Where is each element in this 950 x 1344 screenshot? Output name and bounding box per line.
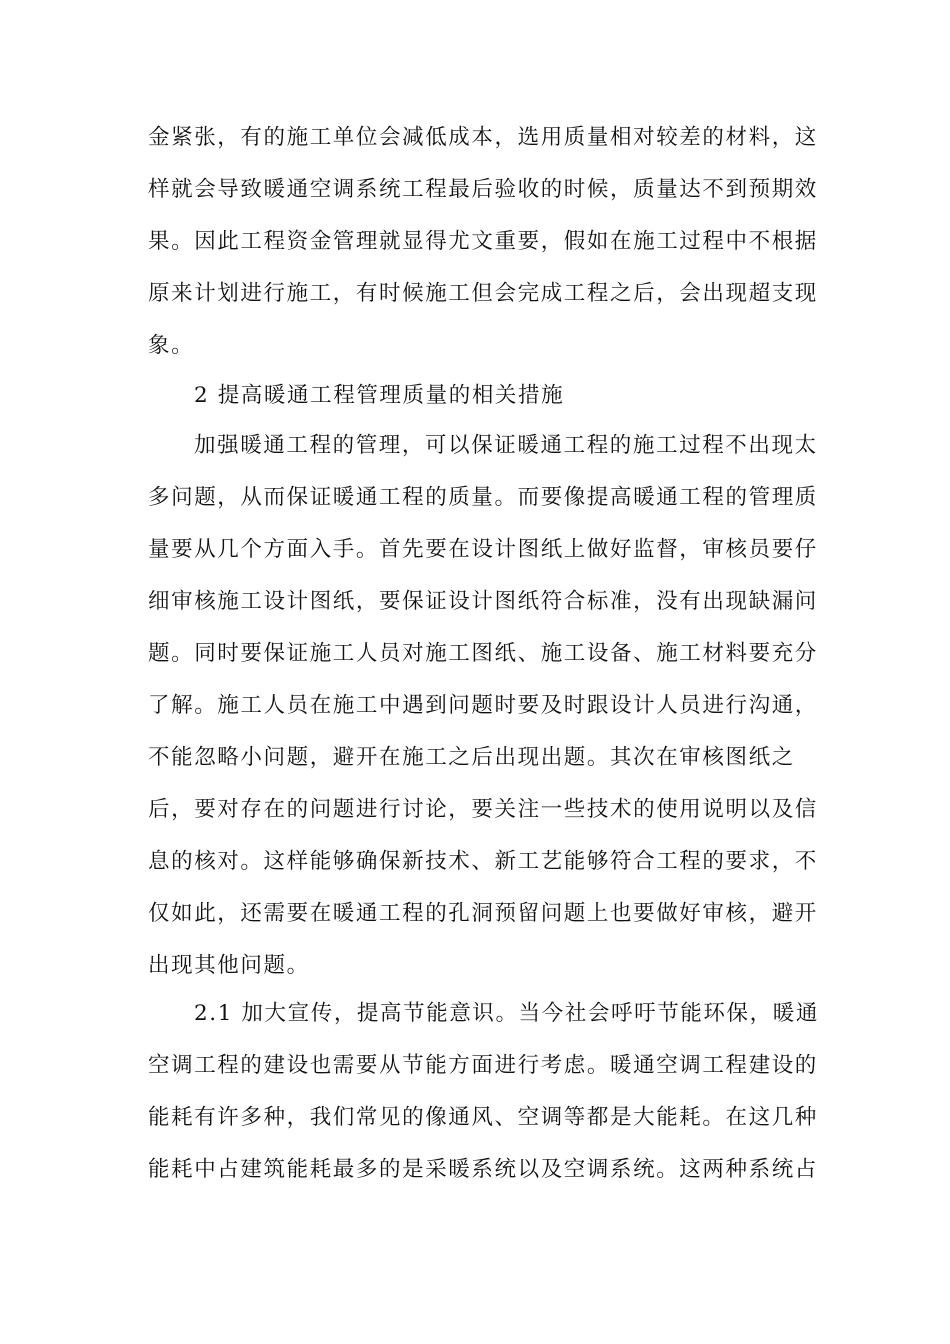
section-heading: 2 提高暖通工程管理质量的相关措施	[194, 383, 565, 408]
text-line: 原来计划进行施工，有时候施工但会完成工程之后，会出现超支现	[148, 281, 818, 306]
text-line: 象。	[148, 333, 195, 358]
text-line: 金紧张，有的施工单位会减低成本，选用质量相对较差的材料，这	[148, 125, 818, 150]
section-heading-block	[148, 370, 808, 422]
text-line: 息的核对。这样能够确保新技术、新工艺能够符合工程的要求，不	[148, 849, 818, 874]
paragraph-continuation	[148, 112, 818, 372]
text-line: 多问题，从而保证暖通工程的质量。而要像提高暖通工程的管理质	[148, 485, 818, 510]
text-line: 2.1 加大宣传，提高节能意识。当今社会呼吁节能环保，暖通	[194, 1001, 819, 1026]
paragraph-measures	[148, 420, 818, 992]
text-line: 不能忽略小问题，避开在施工之后出现出题。其次在审核图纸之	[148, 745, 795, 770]
text-line: 果。因此工程资金管理就显得尤文重要，假如在施工过程中不根据	[148, 229, 818, 254]
text-line: 题。同时要保证施工人员对施工图纸、施工设备、施工材料要充分	[148, 641, 818, 666]
text-line: 量要从几个方面入手。首先要在设计图纸上做好监督，审核员要仔	[148, 537, 818, 562]
text-line: 能耗有许多种，我们常见的像通风、空调等都是大能耗。在这几种	[148, 1105, 818, 1130]
text-line: 了解。施工人员在施工中遇到问题时要及时跟设计人员进行沟通，	[148, 693, 818, 718]
text-line: 能耗中占建筑能耗最多的是采暖系统以及空调系统。这两种系统占	[148, 1157, 818, 1182]
text-line: 细审核施工设计图纸，要保证设计图纸符合标准，没有出现缺漏问	[148, 589, 818, 614]
text-line: 出现其他问题。	[148, 953, 310, 978]
text-line: 样就会导致暖通空调系统工程最后验收的时候，质量达不到预期效	[148, 177, 818, 202]
text-line: 仅如此，还需要在暖通工程的孔洞预留问题上也要做好审核，避开	[148, 901, 818, 926]
paragraph-2-1	[148, 988, 819, 1196]
text-line: 加强暖通工程的管理，可以保证暖通工程的施工过程不出现太	[194, 433, 818, 458]
text-line: 后，要对存在的问题进行讨论，要关注一些技术的使用说明以及信	[148, 797, 818, 822]
text-line: 空调工程的建设也需要从节能方面进行考虑。暖通空调工程建设的	[148, 1053, 818, 1078]
